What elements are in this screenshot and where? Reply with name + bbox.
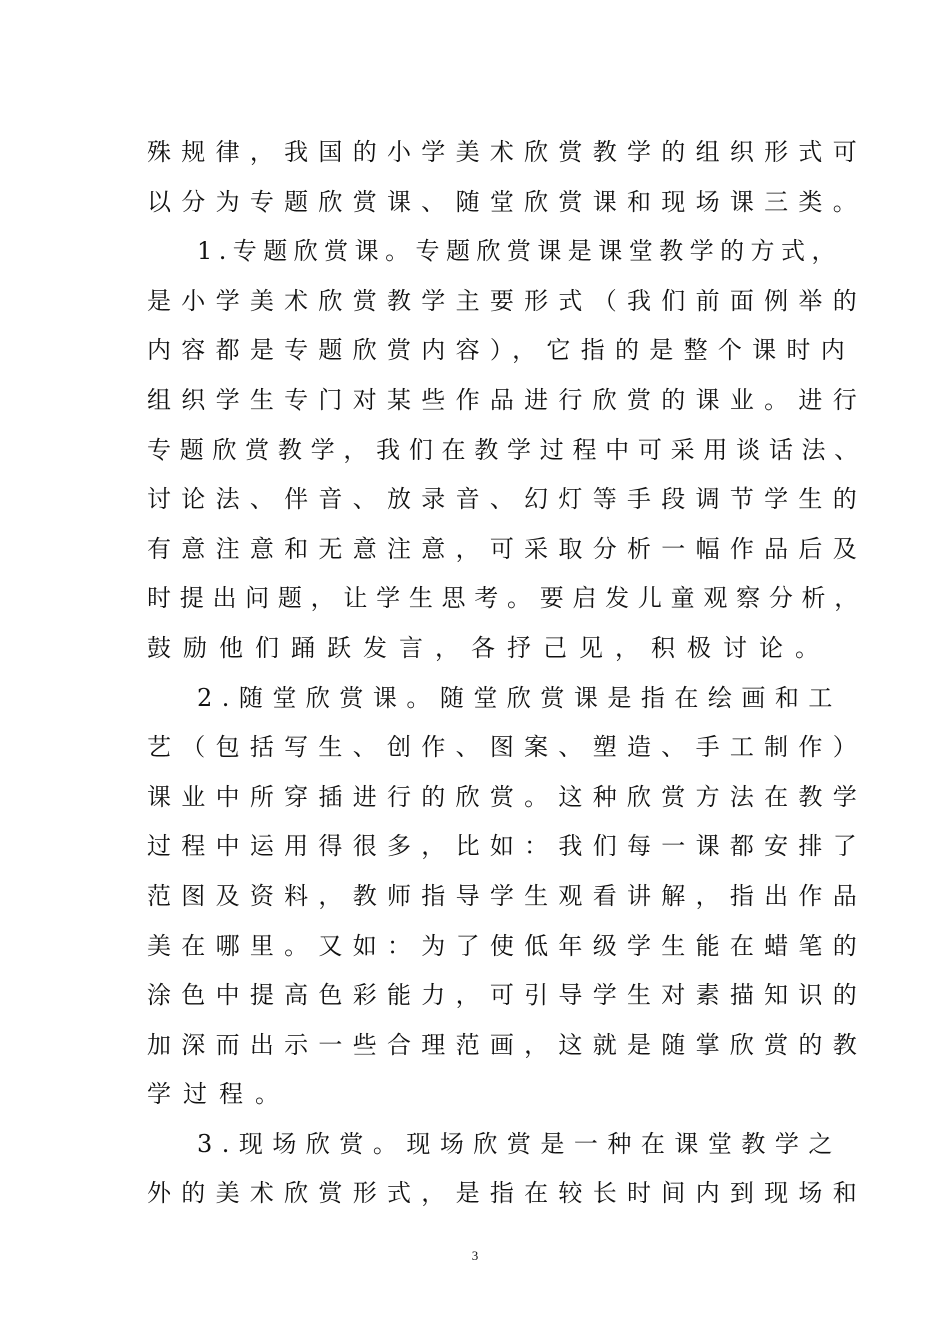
section-heading-line: 3.现场欣赏。现场欣赏是一种在课堂教学之 [197, 1129, 842, 1158]
text-line: 时提出问题，让学生思考。要启发儿童观察分析， [147, 584, 867, 613]
text-line: 课业中所穿插进行的欣赏。这种欣赏方法在教学 [147, 782, 867, 811]
text-line: 学过程。 [147, 1080, 291, 1109]
text-line: 范图及资料，教师指导学生观看讲解，指出作品 [147, 881, 867, 910]
text-line: 涂色中提高色彩能力，可引导学生对素描知识的 [147, 981, 867, 1010]
text-line: 外的美术欣赏形式，是指在较长时间内到现场和 [147, 1179, 867, 1208]
text-line: 艺（包括写生、创作、图案、塑造、手工制作） [147, 733, 867, 762]
body-text [147, 128, 867, 1219]
text-line: 殊规律，我国的小学美术欣赏教学的组织形式可 [147, 138, 867, 166]
text-line: 专题欣赏教学，我们在教学过程中可采用谈话法、 [147, 435, 867, 464]
text-line: 是小学美术欣赏教学主要形式（我们前面例举的 [147, 286, 867, 315]
text-line: 鼓励他们踊跃发言，各抒己见，积极讨论。 [147, 633, 831, 662]
text-line: 组织学生专门对某些作品进行欣赏的课业。进行 [147, 385, 867, 414]
text-line: 有意注意和无意注意，可采取分析一幅作品后及 [147, 534, 867, 563]
text-line: 讨论法、伴音、放录音、幻灯等手段调节学生的 [147, 485, 867, 514]
section-heading-line: 2.随堂欣赏课。随堂欣赏课是指在绘画和工 [197, 683, 842, 712]
text-line: 美在哪里。又如：为了使低年级学生能在蜡笔的 [147, 931, 867, 960]
text-line: 内容都是专题欣赏内容），它指的是整个课时内 [147, 336, 855, 365]
text-line: 以分为专题欣赏课、随堂欣赏课和现场课三类。 [147, 187, 867, 216]
section-heading-line: 1.专题欣赏课。专题欣赏课是课堂教学的方式， [197, 237, 842, 266]
page-number: 3 [471, 1248, 479, 1263]
text-line: 过程中运用得很多，比如：我们每一课都安排了 [147, 832, 867, 861]
text-line: 加深而出示一些合理范画，这就是随掌欣赏的教 [147, 1030, 867, 1059]
